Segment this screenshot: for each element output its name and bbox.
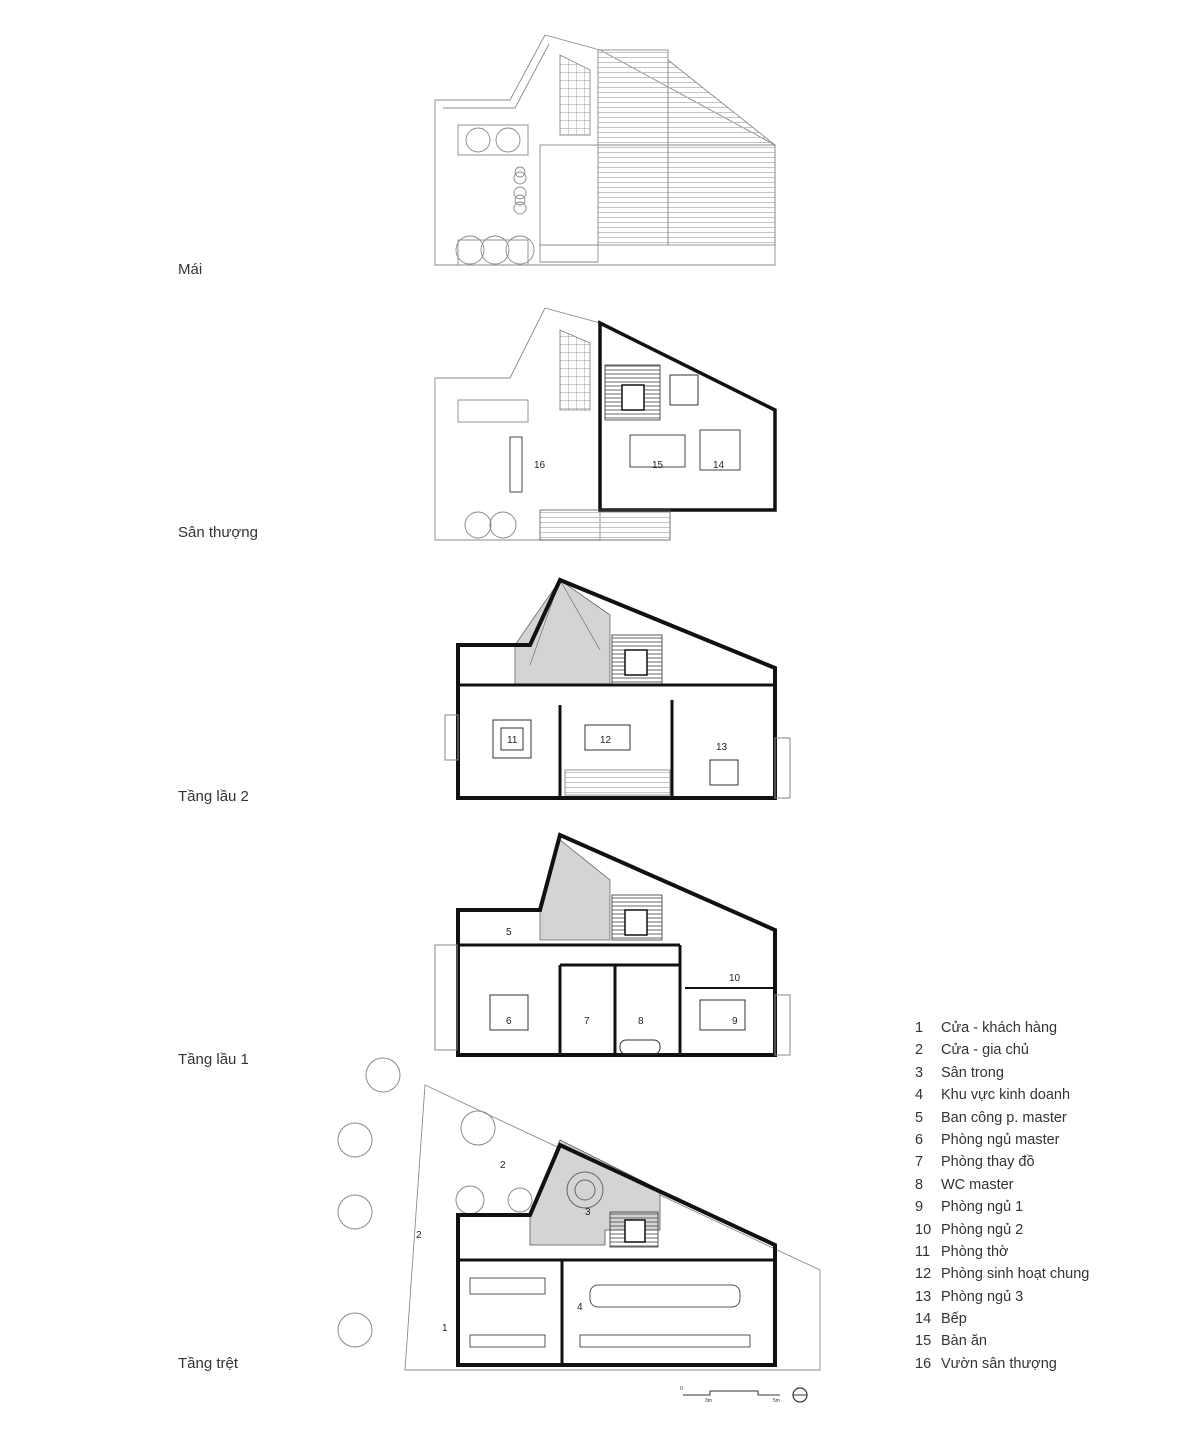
room-number-7: 7	[584, 1016, 590, 1027]
room-number-10: 10	[729, 973, 741, 984]
scale-label-3m: 3m	[705, 1398, 712, 1404]
floor-label-first: Tầng lầu 1	[178, 1051, 249, 1068]
room-number-6: 6	[506, 1016, 512, 1027]
legend-item: 8 WC master	[915, 1176, 1014, 1193]
legend-item: 7 Phòng thay đồ	[915, 1154, 1035, 1171]
second-floor-plan	[445, 580, 790, 798]
room-number-15: 15	[652, 460, 664, 471]
terrace-plan	[435, 308, 775, 540]
legend-item: 12 Phòng sinh hoạt chung	[915, 1266, 1090, 1283]
scale-label-0: 0	[680, 1386, 683, 1392]
floor-label-ground: Tầng trệt	[178, 1355, 239, 1372]
floor-label-terrace: Sân thượng	[178, 524, 258, 541]
room-number-3: 3	[585, 1207, 591, 1218]
room-legend	[915, 1017, 1089, 1375]
room-number-14: 14	[713, 460, 725, 471]
scale-label-5m: 5m	[773, 1398, 780, 1404]
legend-item: 6 Phòng ngủ master	[915, 1131, 1060, 1148]
legend-item: 15 Bàn ăn	[915, 1333, 987, 1350]
legend-item: 14 Bếp	[915, 1311, 967, 1328]
ground-floor-plan	[338, 1058, 820, 1370]
room-number-9: 9	[732, 1016, 738, 1027]
room-number-2-side: 2	[416, 1230, 422, 1241]
room-number-2-top: 2	[500, 1160, 506, 1171]
room-number-16: 16	[534, 460, 546, 471]
room-number-5: 5	[506, 927, 512, 938]
room-number-11: 11	[507, 735, 518, 746]
legend-item: 16 Vườn sân thượng	[915, 1355, 1057, 1372]
first-floor-plan	[435, 835, 790, 1055]
roof-plan	[435, 35, 775, 265]
floor-label-second: Tầng lầu 2	[178, 788, 249, 805]
room-number-1: 1	[442, 1323, 448, 1334]
room-number-12: 12	[600, 735, 612, 746]
legend-item: 2 Cửa - gia chủ	[915, 1042, 1029, 1059]
legend-item: 1 Cửa - khách hàng	[915, 1020, 1058, 1036]
legend-item: 5 Ban công p. master	[915, 1109, 1067, 1126]
legend-item: 13 Phòng ngủ 3	[915, 1288, 1024, 1305]
legend-item: 3 Sân trong	[915, 1064, 1004, 1081]
floor-label-roof: Mái	[178, 261, 203, 278]
room-number-4: 4	[577, 1302, 583, 1313]
room-number-13: 13	[716, 742, 728, 753]
legend-item: 11 Phòng thờ	[915, 1243, 1009, 1260]
scale-bar	[680, 1386, 807, 1404]
legend-item: 4 Khu vực kinh doanh	[915, 1087, 1071, 1104]
legend-item: 9 Phòng ngủ 1	[915, 1199, 1024, 1216]
room-number-8: 8	[638, 1016, 644, 1027]
legend-item: 10 Phòng ngủ 2	[915, 1221, 1024, 1238]
